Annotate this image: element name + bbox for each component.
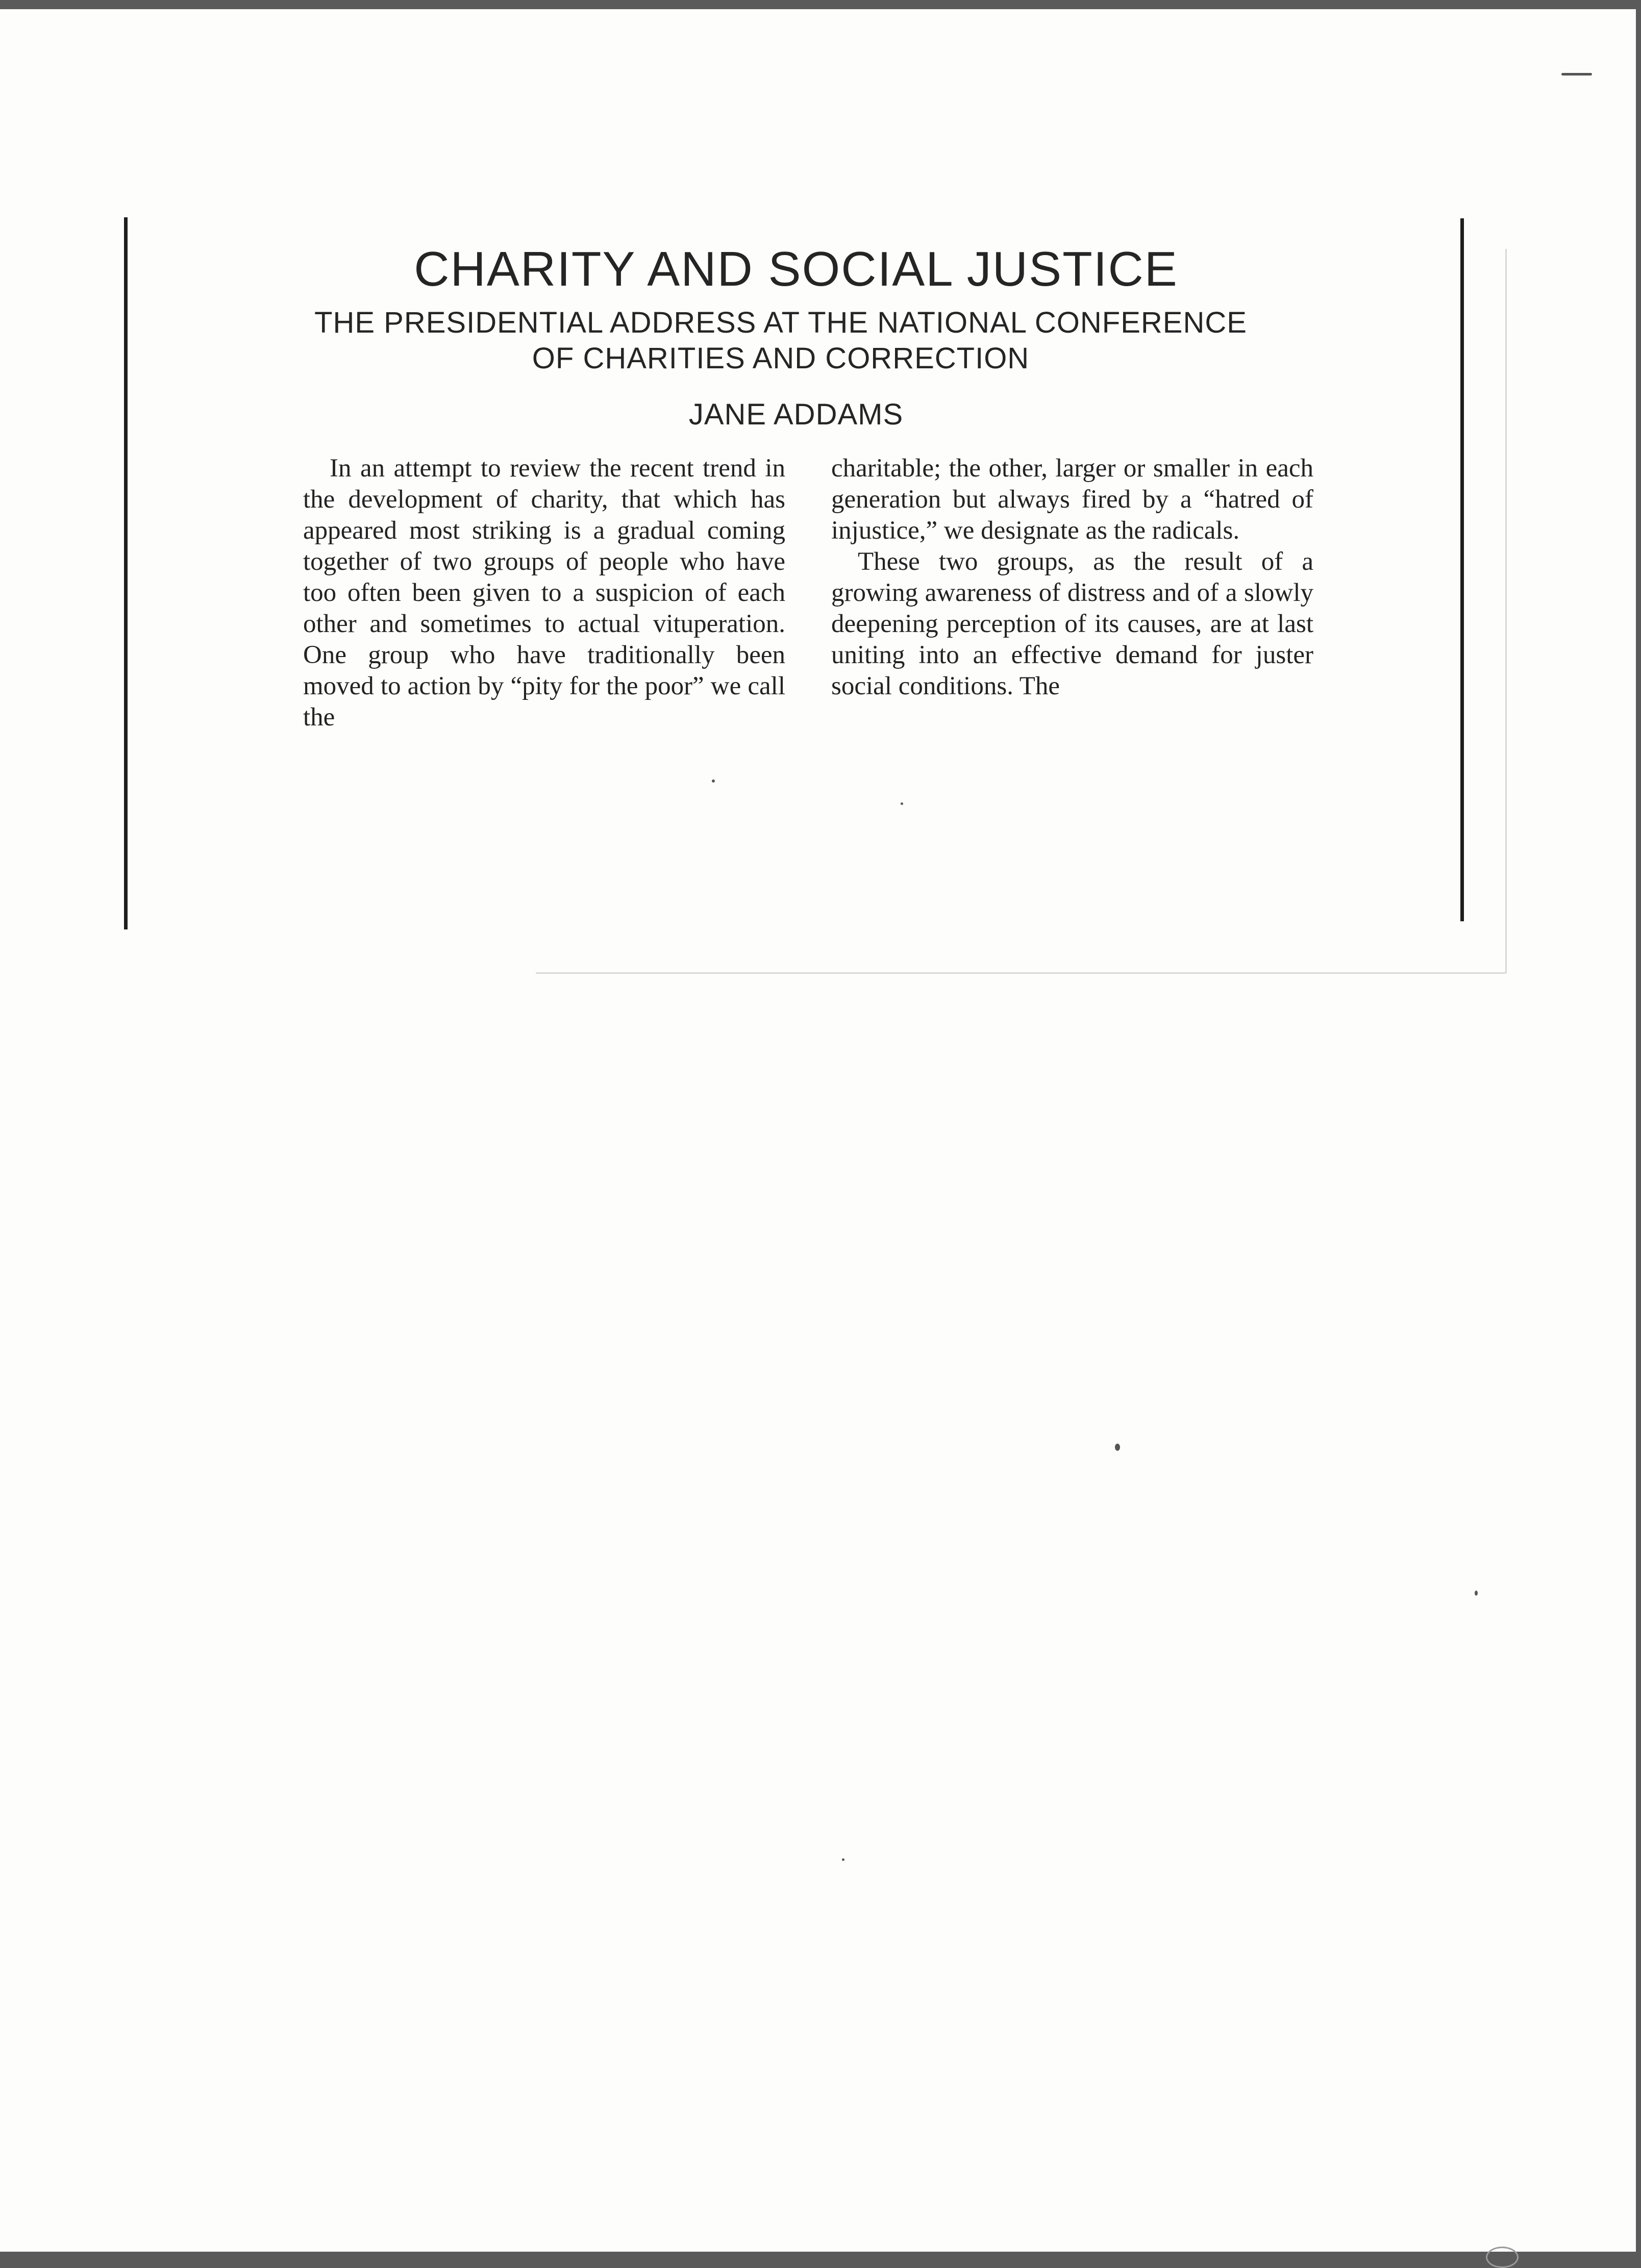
mount-bottom-line (536, 972, 1505, 974)
scanned-page (0, 9, 1636, 2252)
dust-speck (842, 1858, 844, 1861)
subtitle-line-2: OF CHARITIES AND CORRECTION (532, 342, 1030, 375)
article-title: CHARITY AND SOCIAL JUSTICE (414, 242, 1178, 296)
article-author: JANE ADDAMS (688, 398, 904, 431)
dust-speck (901, 802, 903, 805)
dust-speck (1115, 1444, 1120, 1451)
dust-speck (712, 779, 715, 783)
right-column (831, 453, 1313, 733)
left-paragraph-1: In an attempt to review the recent trend in the development of charity, that which has appeared most striking is a gradual coming together of two groups of people who have too often been given to a suspicion of each other and sometimes to actual vituperation. One group who have traditionally been moved to action by “pity for the poor” we call the (303, 454, 785, 732)
scratch-mark (1561, 73, 1592, 75)
left-column (303, 453, 785, 733)
right-border-rule (1460, 218, 1464, 921)
subtitle-line-1: THE PRESIDENTIAL ADDRESS AT THE NATIONAL CONFERENCE (314, 306, 1247, 339)
article (286, 239, 1313, 732)
left-border-rule (124, 217, 128, 929)
mount-edge-line (1505, 249, 1507, 973)
right-paragraph-1-continued: charitable; the other, larger or smaller in each generation but always fired by a “hatred of injustice,” we designate as the radicals. (831, 454, 1313, 545)
article-subtitle (270, 305, 1291, 376)
dust-speck (1475, 1591, 1478, 1596)
archive-stamp (1486, 2247, 1519, 2268)
article-columns (303, 453, 1313, 733)
right-paragraph-2: These two groups, as the result of a growing awareness of distress and of a slowly deepening perception of its causes, are at last uniting into an effective demand for juster social conditions. The (831, 547, 1313, 700)
